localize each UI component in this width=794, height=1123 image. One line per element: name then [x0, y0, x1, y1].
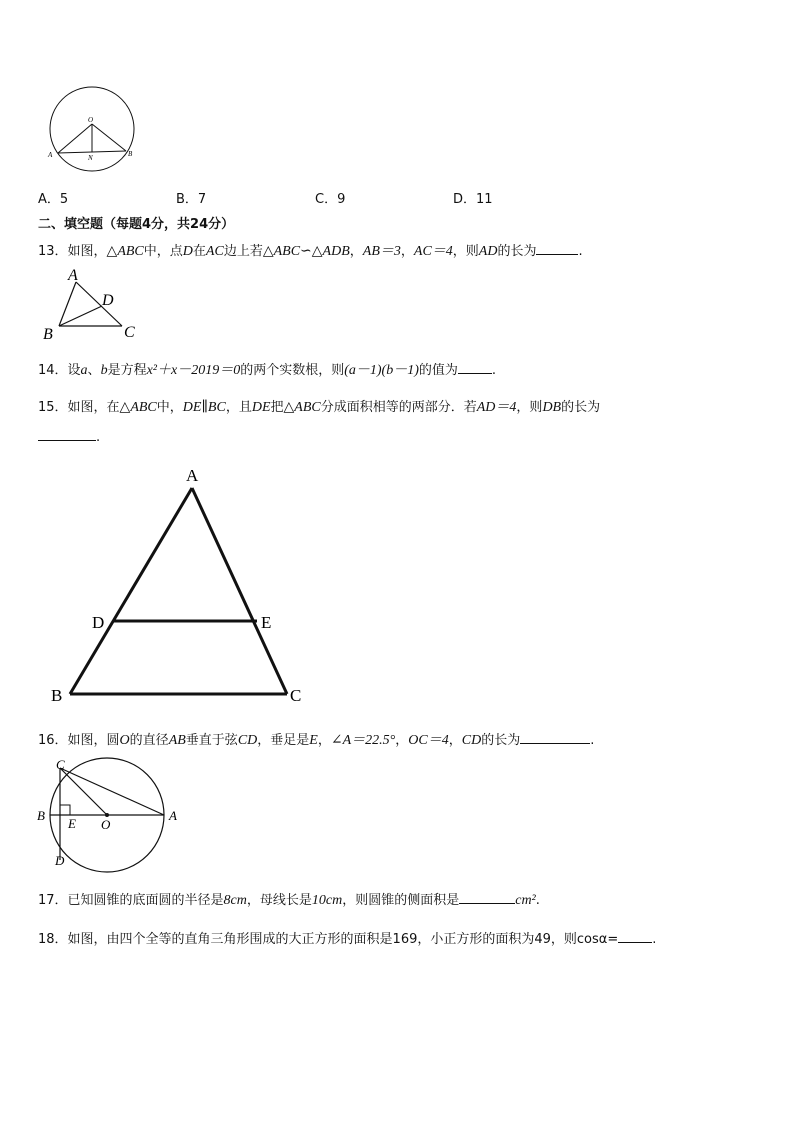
q15-math: DB [542, 400, 562, 415]
q16-text: ， [448, 733, 462, 748]
answer-blank [459, 891, 515, 904]
q16-text: ， [395, 733, 409, 748]
q13-text: ， [349, 244, 363, 259]
q17-end: . [535, 893, 540, 908]
q15-text: 15．如图，在 [38, 400, 120, 415]
fig16-label-o: O [101, 817, 111, 832]
answer-blank [458, 361, 492, 374]
figure-q16 [32, 755, 192, 875]
q16-math: CD [237, 733, 258, 748]
q14-math: a [80, 363, 88, 378]
q16-math: CD [461, 733, 482, 748]
q15-text: 把 [270, 400, 284, 415]
q16-text: 垂直于弦 [185, 733, 238, 748]
q17-text: ，则圆锥的侧面积是 [342, 893, 460, 908]
question-16 [38, 729, 594, 749]
fig16-label-a: A [169, 808, 177, 823]
q13-math: AC [205, 244, 224, 259]
option-a: A．5 [38, 192, 69, 207]
fig13-label-c: C [124, 324, 135, 341]
option-b: B．7 [176, 192, 207, 207]
q15-math: DE∥BC [182, 400, 226, 415]
q14-text: 是方程 [107, 363, 147, 378]
q13-math: △ABC∽△ADB [262, 244, 350, 259]
q15-text: ，则 [516, 400, 543, 415]
fig15-label-a: A [186, 466, 199, 485]
fig12-label-b: B [128, 150, 133, 158]
q13-text: ，则 [452, 244, 479, 259]
figure-q12 [45, 84, 140, 174]
answer-blank [536, 242, 578, 255]
q15-math: DE [251, 400, 271, 415]
q13-math: D [182, 244, 193, 259]
q15-text: 分成面积相等的两部分．若 [320, 400, 477, 415]
q15-end: . [96, 430, 101, 445]
q15-math: AD＝4 [476, 400, 517, 415]
fig12-label-o: O [88, 116, 94, 124]
q15-math: △ABC [119, 400, 157, 415]
q15-math: △ABC [283, 400, 321, 415]
fig13-label-b: B [43, 326, 53, 343]
fig12-label-a: A [48, 151, 53, 159]
q13-text: 的长为 [497, 244, 537, 259]
question-18 [38, 928, 656, 947]
fig13-label-a: A [68, 267, 78, 284]
q17-unit: cm² [515, 893, 536, 908]
q15-text: 中， [156, 400, 183, 415]
q16-math: AB [168, 733, 186, 748]
q14-math: x²＋x－2019＝0 [146, 363, 241, 378]
fig12-label-n: N [88, 154, 93, 162]
q14-text: 的两个实数根，则 [240, 363, 345, 378]
answer-blank [520, 731, 590, 744]
q16-math: ∠A＝22.5° [330, 733, 396, 748]
option-d: D．11 [453, 192, 493, 207]
q14-end: . [491, 363, 497, 378]
q17-text: 17．已知圆锥的底面圆的半径是 [38, 893, 224, 908]
question-17 [38, 889, 540, 909]
question-15 [38, 396, 600, 416]
question-15-blank-line [38, 428, 100, 445]
q16-text: 的直径 [129, 733, 169, 748]
section-heading: 二、填空题（每题4分，共24分） [38, 217, 235, 232]
q16-text: 16．如图，圆 [38, 733, 120, 748]
fig16-label-c: C [56, 757, 65, 772]
fig15-label-e: E [261, 613, 272, 632]
question-13 [38, 240, 583, 260]
q16-end: . [590, 733, 595, 748]
q13-end: . [578, 244, 583, 259]
q13-text: 中，点 [143, 244, 183, 259]
q17-math: 8cm [223, 893, 247, 908]
q13-math: AC＝4 [413, 244, 453, 259]
q14-math: b [100, 363, 108, 378]
q15-text: ，且 [225, 400, 252, 415]
question-14 [38, 359, 496, 379]
fig15-label-c: C [290, 686, 302, 705]
answer-blank [38, 428, 96, 441]
q13-math: △ABC [106, 244, 144, 259]
fig16-label-d: D [55, 853, 65, 868]
q18-text: 18．如图，由四个全等的直角三角形围成的大正方形的面积是169，小正方形的面积为49，则cosα= [38, 932, 619, 947]
q14-math: (a－1)(b－1) [344, 363, 419, 378]
q17-math: 10cm [311, 893, 343, 908]
q16-math: E [309, 733, 318, 748]
q18-end: . [652, 932, 657, 947]
q14-text: 14．设 [38, 363, 81, 378]
q14-text: 、 [87, 363, 101, 378]
q16-math: OC＝4 [408, 733, 449, 748]
q15-text: 的长为 [561, 400, 601, 415]
option-c: C．9 [315, 192, 346, 207]
q16-text: ， [317, 733, 331, 748]
fig16-label-e: E [68, 816, 76, 831]
q13-text: 在 [192, 244, 206, 259]
q14-text: 的值为 [418, 363, 458, 378]
fig15-label-b: B [51, 686, 63, 705]
q13-math: AD [478, 244, 498, 259]
q13-math: AB＝3 [362, 244, 401, 259]
q13-text: 边上若 [223, 244, 263, 259]
fig16-label-b: B [37, 808, 45, 823]
q17-text: ，母线长是 [246, 893, 312, 908]
q16-math: O [119, 733, 130, 748]
q16-text: 的长为 [481, 733, 521, 748]
q16-text: ，垂足是 [257, 733, 310, 748]
figure-q13 [38, 264, 148, 344]
figure-q15 [45, 462, 315, 707]
q13-text: ， [400, 244, 414, 259]
q13-text: 13．如图， [38, 244, 107, 259]
answer-blank [618, 930, 652, 943]
fig15-label-d: D [92, 613, 105, 632]
fig13-label-d: D [102, 292, 114, 309]
